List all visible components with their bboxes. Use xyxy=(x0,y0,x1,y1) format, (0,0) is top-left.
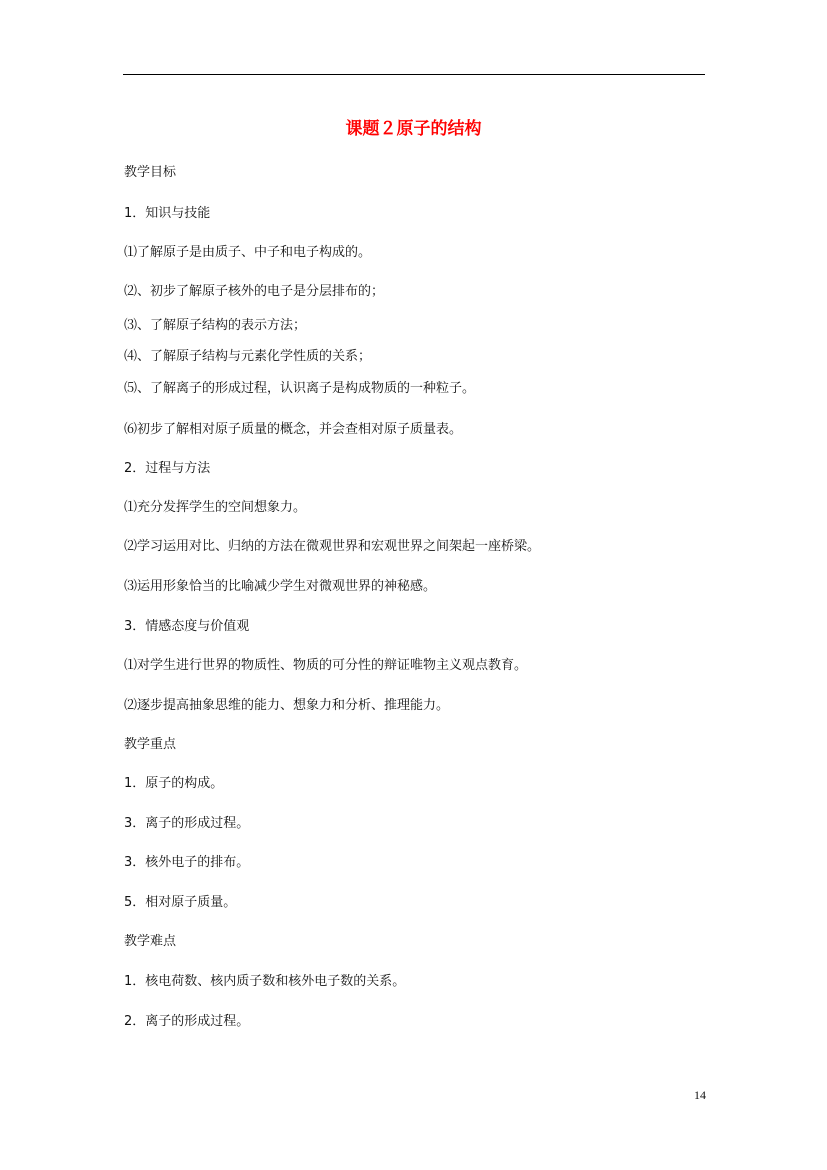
subheading-process: 2．过程与方法 xyxy=(124,461,211,476)
section-heading-key-points: 教学重点 xyxy=(124,737,177,752)
body-line: ⑴了解原子是由质子、中子和电子构成的。 xyxy=(124,245,372,260)
section-heading-objectives: 教学目标 xyxy=(124,165,177,180)
list-item: 3．离子的形成过程。 xyxy=(124,816,250,831)
body-line: ⑶运用形象恰当的比喻减少学生对微观世界的神秘感。 xyxy=(124,579,437,594)
page-number: 14 xyxy=(694,1088,706,1102)
header-rule xyxy=(123,74,705,75)
list-item: 3．核外电子的排布。 xyxy=(124,855,250,870)
body-line: ⑶、了解原子结构的表示方法； xyxy=(124,318,307,333)
section-heading-difficulties: 教学难点 xyxy=(124,934,177,949)
body-line: ⑹初步了解相对原子质量的概念，并会查相对原子质量表。 xyxy=(124,422,463,437)
list-item: 1．原子的构成。 xyxy=(124,776,224,791)
page-title: 课题２原子的结构 xyxy=(345,119,482,139)
body-line: ⑴充分发挥学生的空间想象力。 xyxy=(124,500,307,515)
body-line: ⑸、了解离子的形成过程，认识离子是构成物质的一种粒子。 xyxy=(124,381,476,396)
list-item: 2．离子的形成过程。 xyxy=(124,1014,250,1029)
body-line: ⑵学习运用对比、归纳的方法在微观世界和宏观世界之间架起一座桥梁。 xyxy=(124,539,541,554)
list-item: 5．相对原子质量。 xyxy=(124,895,237,910)
list-item: 1．核电荷数、核内质子数和核外电子数的关系。 xyxy=(124,974,406,989)
body-line: ⑷、了解原子结构与元素化学性质的关系； xyxy=(124,349,372,364)
body-line: ⑴对学生进行世界的物质性、物质的可分性的辩证唯物主义观点教育。 xyxy=(124,658,528,673)
subheading-attitude: 3．情感态度与价值观 xyxy=(124,619,250,634)
body-line: ⑵、初步了解原子核外的电子是分层排布的； xyxy=(124,284,385,299)
body-line: ⑵逐步提高抽象思维的能力、想象力和分析、推理能力。 xyxy=(124,698,450,713)
subheading-knowledge: 1．知识与技能 xyxy=(124,206,211,221)
